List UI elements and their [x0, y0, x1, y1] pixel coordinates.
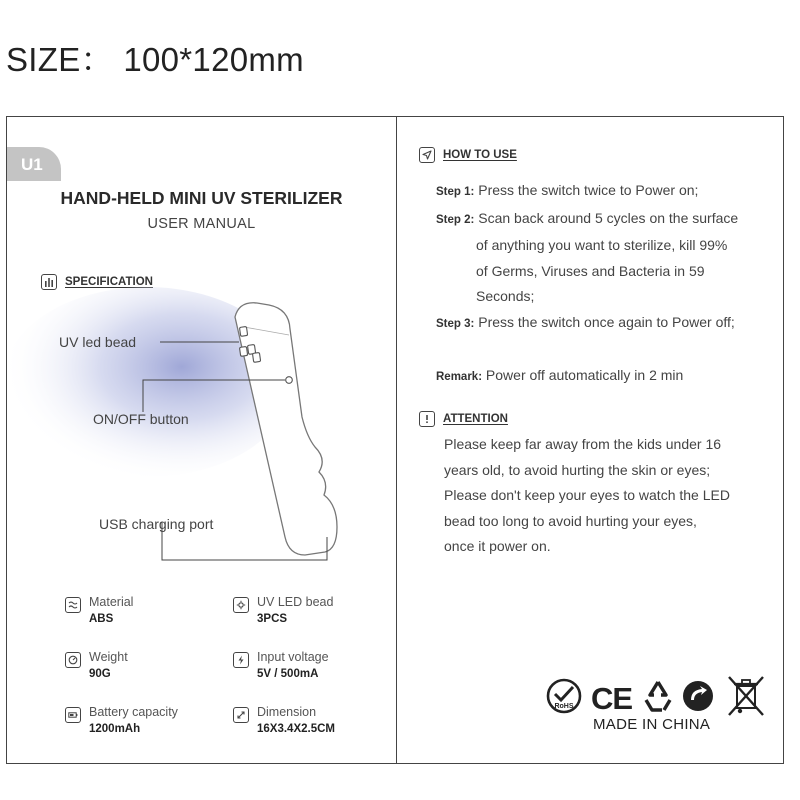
- how-to-use-steps: [436, 178, 738, 390]
- how-to-use-label: HOW TO USE: [443, 149, 517, 161]
- attention-line: Please don't keep your eyes to watch the LED: [444, 487, 730, 503]
- spec-name: UV LED bead: [257, 595, 334, 609]
- usb-port-callout: USB charging port: [99, 516, 214, 532]
- step-text-continued: Seconds;: [476, 288, 535, 304]
- how-to-use-heading: [419, 147, 517, 163]
- step-text-continued: of anything you want to sterilize, kill 99%: [476, 237, 728, 253]
- led-bead-icon: [233, 597, 249, 613]
- material-icon: [65, 597, 81, 613]
- specification-label: SPECIFICATION: [65, 276, 153, 288]
- lightning-icon: [233, 652, 249, 668]
- spec-item-input-voltage: [233, 650, 329, 680]
- dimension-icon: [233, 707, 249, 723]
- spec-value: 90G: [89, 668, 111, 680]
- spec-name: Material: [89, 595, 134, 609]
- spec-name: Dimension: [257, 705, 317, 719]
- made-in-china: MADE IN CHINA: [593, 716, 711, 733]
- attention-label: ATTENTION: [443, 413, 508, 425]
- on-off-callout: ON/OFF button: [93, 411, 189, 427]
- remark-label: Remark:: [436, 370, 483, 383]
- ce-mark-icon: CE: [591, 680, 633, 716]
- size-title: SIZE： 100*120mm: [6, 41, 304, 78]
- spec-value: 5V / 500mA: [257, 668, 319, 680]
- attention-line: Please keep far away from the kids under 16: [444, 436, 722, 452]
- manual-subtitle: USER MANUAL: [147, 216, 256, 232]
- attention-heading: [419, 411, 508, 427]
- spec-value: 16X3.4X2.5CM: [257, 723, 335, 735]
- battery-icon: [65, 707, 81, 723]
- product-title: HAND-HELD MINI UV STERILIZER: [60, 188, 343, 208]
- device-illustration: [7, 287, 396, 577]
- remark-text: Power off automatically in 2 min: [485, 366, 684, 383]
- rohs-icon: [545, 677, 583, 720]
- spec-name: Input voltage: [257, 650, 329, 664]
- spec-name: Battery capacity: [89, 705, 178, 719]
- spec-value: ABS: [89, 613, 114, 625]
- spec-value: 1200mAh: [89, 723, 141, 735]
- navigation-arrow-icon: [419, 147, 435, 163]
- spec-item-weight: [65, 650, 128, 680]
- uv-led-callout: UV led bead: [59, 334, 137, 350]
- step-text: Press the switch once again to Power off;: [478, 313, 735, 330]
- remark: [436, 363, 738, 391]
- attention-text: [444, 432, 779, 560]
- spec-item-uv-led-bead: [233, 595, 333, 625]
- step-2: [436, 206, 738, 234]
- weee-bin-icon: [726, 674, 766, 723]
- eco-icon: [680, 678, 716, 719]
- spec-item-material: [65, 595, 133, 625]
- step-text: Press the switch twice to Power on;: [478, 182, 699, 198]
- panel-divider: [396, 117, 397, 763]
- spec-name: Weight: [89, 650, 128, 664]
- rohs-text: RoHS: [554, 703, 574, 710]
- step-label: Step 3:: [436, 317, 475, 330]
- attention-line: bead too long to avoid hurting your eyes,: [444, 512, 697, 529]
- step-label: Step 2:: [436, 213, 475, 226]
- spec-item-battery-capacity: [65, 705, 178, 735]
- weight-icon: [65, 652, 81, 668]
- step-text: Scan back around 5 cycles on the surface: [478, 209, 739, 226]
- step-text-continued: of Germs, Viruses and Bacteria in 59: [476, 262, 705, 279]
- recycle-icon: [640, 678, 676, 719]
- spec-value: 3PCS: [257, 613, 288, 625]
- step-1: [436, 178, 738, 206]
- model-badge: U1: [7, 147, 61, 181]
- step-label: Step 1:: [436, 186, 475, 198]
- step-3: [436, 310, 738, 338]
- spec-item-dimension: [233, 705, 335, 735]
- attention-line: years old, to avoid hurting the skin or eyes;: [444, 461, 711, 478]
- warning-icon: [419, 411, 435, 427]
- attention-line: once it power on.: [444, 538, 551, 554]
